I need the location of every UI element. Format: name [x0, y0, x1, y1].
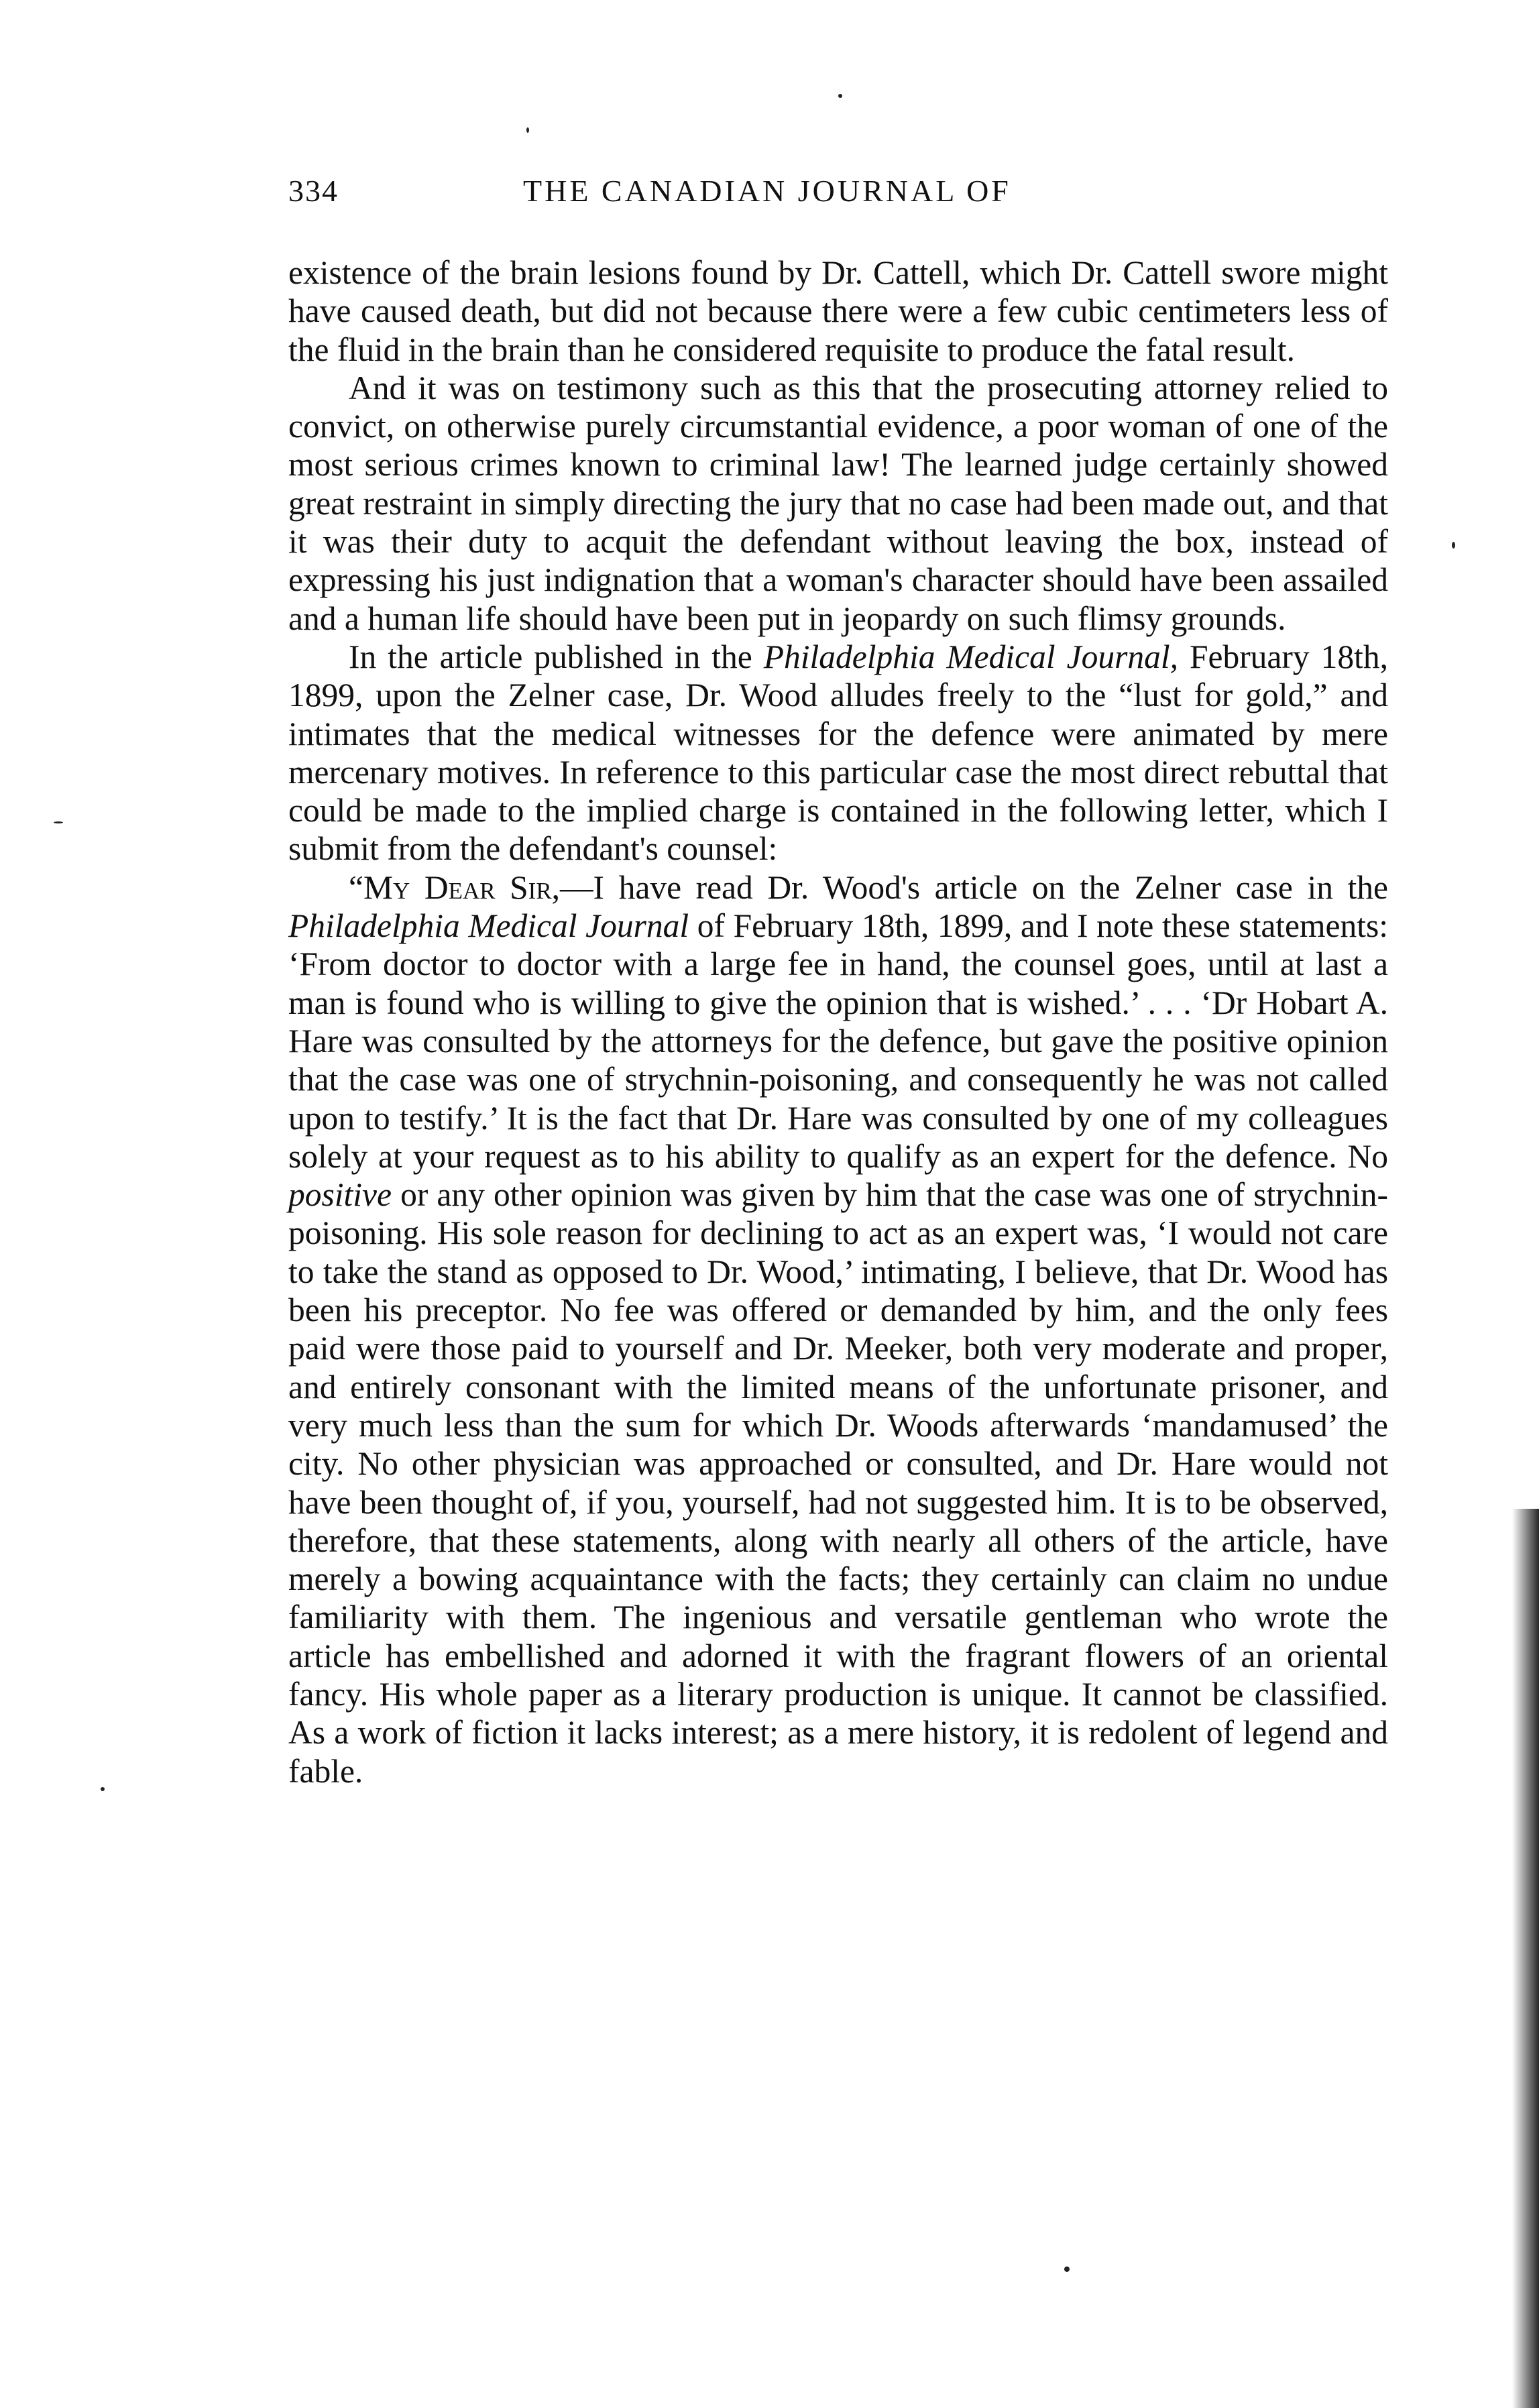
- paragraph-text: positive: [288, 1176, 392, 1214]
- scan-speck: [838, 94, 842, 98]
- paragraph-text: —I have read Dr. Wood's article on the Zelner case in the: [560, 868, 1388, 906]
- article-body: [288, 253, 1388, 1790]
- paragraph: [288, 369, 1388, 638]
- paragraph-text: Philadelphia Medical Journal: [288, 907, 689, 945]
- scan-speck: [101, 1787, 105, 1791]
- scan-speck: [1064, 2267, 1070, 2272]
- page-header: [288, 173, 1388, 213]
- paragraph: [288, 253, 1388, 369]
- paragraph: [288, 868, 1388, 1790]
- scan-speck: [1452, 542, 1455, 549]
- page-number: 334: [288, 174, 339, 208]
- running-head: THE CANADIAN JOURNAL OF: [523, 174, 1011, 208]
- paragraph-text: “My Dear Sir,: [349, 868, 561, 906]
- page-edge-shadow: [1512, 1509, 1539, 2408]
- paragraph-text: or any other opinion was given by him that the case was one of strychnin-poisoning. His sole reason for declining to act as an expert was, ‘I would not care to take the stand as opposed to Dr. Wood,’ intimating, I believe, that Dr. Wood has been his preceptor. No fee was offered or demanded by him, and the only fees paid were those paid to yourself and Dr. Meeker, both very moderate and proper, and entirely consonant with the limited means of the unfortunate prisoner, and very much less than the sum for which Dr. Woods afterwards ‘mandamused’ the city. No other physician was approached or consulted, and Dr. Hare would not have been thought of, if you, yourself, had not suggested him. It is to be observed, therefore, that these statements, along with nearly all others of the article, have merely a bowing acquaintance with the facts; they certainly can claim no undue familiarity with them. The ingenious and versatile gentleman who wrote the article has embellished and adorned it with the fragrant flowers of an oriental fancy. His whole paper as a literary production is unique. It cannot be classified. As a work of fiction it lacks interest; as a mere history, it is redolent of legend and fable.: [288, 1176, 1388, 1790]
- paragraph-text: And it was on testimony such as this that the prosecuting attorney relied to convict, on otherwise purely circumstantial evidence, a poor woman of one of the most serious crimes known to criminal law! The learned judge certainly showed great restraint in simply directing the jury that no case had been made out, and that it was their duty to acquit the defendant without leaving the box, instead of expressing his just indignation that a woman's character should have been assailed and a human life should have been put in jeopardy on such flimsy grounds.: [288, 369, 1388, 637]
- paragraph-text: of February 18th, 1899, and I note these statements: ‘From doctor to doctor with a large fee in hand, the counsel goes, until at last a man is found who is willing to give the opinion that is wished.’ . . . ‘Dr Hobart A. Hare was consulted by the attorneys for the defence, but gave the positive opinion that the case was one of strychnin-poisoning, and consequently he was not called upon to testify.’ It is the fact that Dr. Hare was consulted by one of my colleagues solely at your request as to his ability to qualify as an expert for the defence. No: [288, 907, 1389, 1175]
- paragraph-text: Philadelphia Medical Journal,: [763, 638, 1178, 675]
- paragraph-text: existence of the brain lesions found by Dr. Cattell, which Dr. Cattell swore might have caused death, but did not because there were a few cubic centimeters less of the fluid in the brain than he considered requisite to produce the fatal result.: [288, 254, 1388, 368]
- paragraph: [288, 638, 1388, 868]
- scan-speck: [54, 821, 63, 823]
- paragraph-text: In the article published in the: [349, 638, 764, 675]
- paragraph-text: February 18th, 1899, upon the Zelner case, Dr. Wood alludes freely to the “lust for gold,” and intimates that the medical witnesses for the defence were animated by mere mercenary motives. In reference to this particular case the most direct rebuttal that could be made to the implied charge is contained in the following letter, which I submit from the defendant's counsel:: [288, 638, 1389, 868]
- scan-speck: [526, 127, 529, 133]
